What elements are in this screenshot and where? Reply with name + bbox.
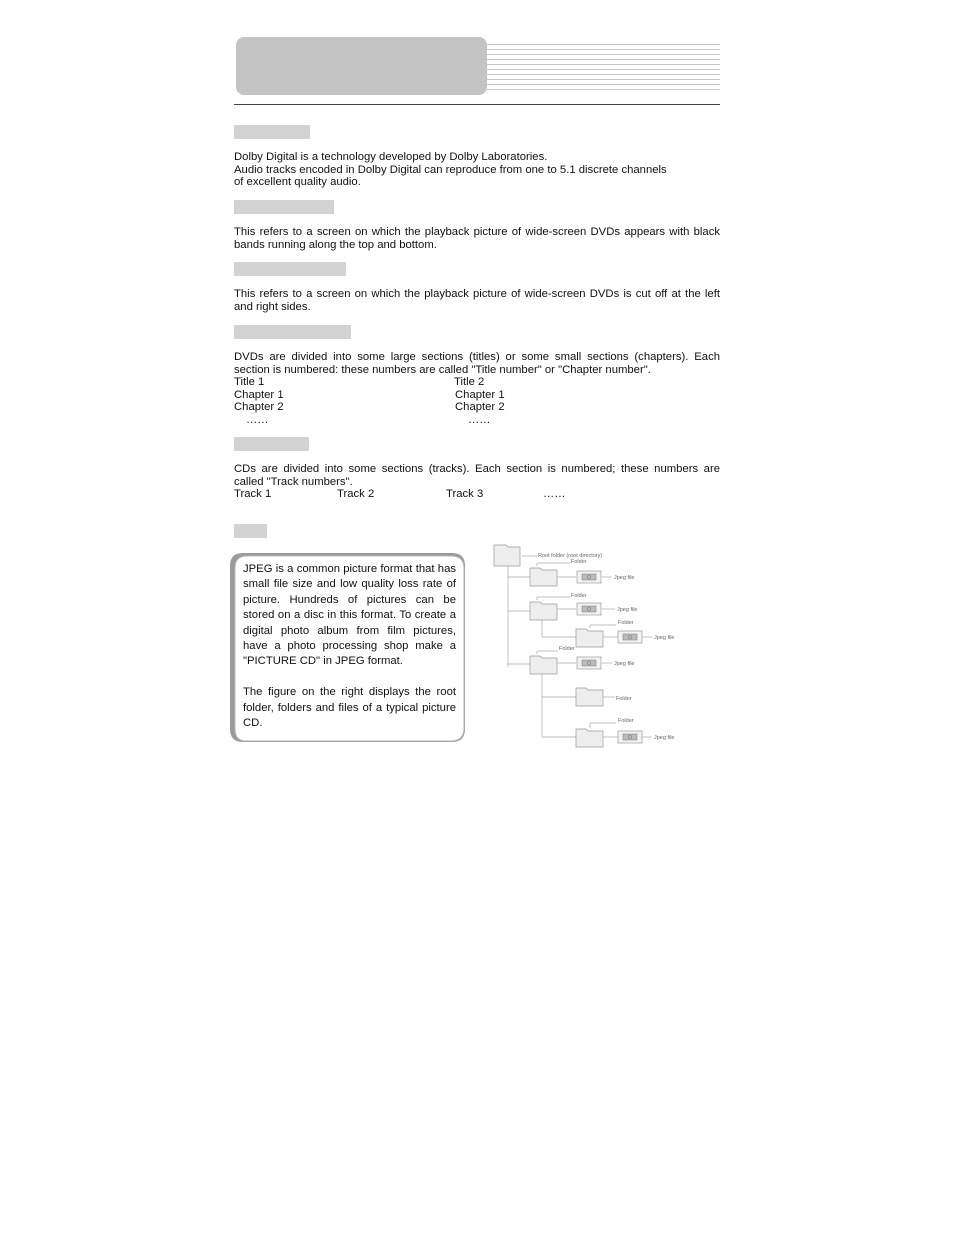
title-col2-item: …… xyxy=(468,413,491,426)
chapter-header-box xyxy=(236,37,487,95)
folder-label: Folder xyxy=(571,559,587,565)
folder-label: Folder xyxy=(571,593,587,599)
section-heading-bar-letterbox xyxy=(234,200,334,214)
file-label: Jpeg file xyxy=(614,575,635,581)
file-label: Jpeg file xyxy=(617,607,638,613)
folder-tree-diagram xyxy=(488,540,688,748)
title-col1-item: Chapter 1 xyxy=(234,388,284,401)
section-heading-bar-title-chapter xyxy=(234,325,351,339)
title-col1-item: …… xyxy=(246,413,269,426)
panscan-text: This refers to a screen on which the playback picture of wide-screen DVDs is cut off at the left and right sides. xyxy=(234,288,720,313)
track-item: Track 1 xyxy=(234,488,272,500)
folder-label: Folder xyxy=(559,646,575,652)
folder-label: Folder xyxy=(616,696,632,702)
dolby-line-3: of excellent quality audio. xyxy=(234,176,361,188)
title-col2-item: Title 2 xyxy=(454,376,485,388)
title-col1-item: Title 1 xyxy=(234,376,265,388)
title-col2-item: Chapter 2 xyxy=(455,401,505,413)
letterbox-text: This refers to a screen on which the playback picture of wide-screen DVDs appears with black bands running along the top and bottom. xyxy=(234,226,720,251)
folder-label: Folder xyxy=(618,718,634,724)
root-folder-label: Root folder (root directory) xyxy=(538,553,603,559)
section-heading-bar-dolby xyxy=(234,125,310,139)
header-rule xyxy=(234,104,720,105)
dolby-line-2: Audio tracks encoded in Dolby Digital can reproduce from one to 5.1 discrete channels xyxy=(234,163,667,176)
file-label: Jpeg file xyxy=(654,735,675,741)
track-item: Track 3 xyxy=(446,488,484,500)
track-item: …… xyxy=(543,488,566,500)
file-label: Jpeg file xyxy=(654,635,675,641)
title-col2-item: Chapter 1 xyxy=(455,388,505,401)
section-heading-bar-jpeg xyxy=(234,524,267,538)
header-stripes xyxy=(487,44,720,90)
folder-icon xyxy=(530,568,557,586)
section-heading-bar-track xyxy=(234,437,309,451)
jpeg-paragraph-2: The figure on the right displays the root folder, folders and files of a typical picture CD. xyxy=(243,686,456,730)
title-col1-item: Chapter 2 xyxy=(234,401,284,413)
track-text: CDs are divided into some sections (tracks). Each section is numbered; these numbers are called "Track numbers". xyxy=(234,463,720,488)
folder-icon xyxy=(530,602,557,620)
track-item: Track 2 xyxy=(337,488,375,500)
dolby-line-1: Dolby Digital is a technology developed by Dolby Laboratories. xyxy=(234,151,548,163)
folder-icon xyxy=(576,729,603,747)
file-label: Jpeg file xyxy=(614,661,635,667)
root-folder-icon xyxy=(494,545,520,566)
folder-icon xyxy=(530,656,557,674)
folder-label: Folder xyxy=(618,620,634,626)
jpeg-description xyxy=(243,562,456,731)
jpeg-paragraph-1: JPEG is a common picture format that has small file size and low quality loss rate of picture. Hundreds of pictures can be stored on a disc in this format. To create a digital photo album from film pictures, have a photo processing shop make a "PICTURE CD" in JPEG format. xyxy=(243,563,456,668)
folder-icon xyxy=(576,629,603,647)
folder-icon xyxy=(576,688,603,706)
section-heading-bar-panscan xyxy=(234,262,346,276)
title-chapter-text: DVDs are divided into some large sections (titles) or some small sections (chapters). Each section is numbered: these numbers are called "Title number" or "Chapter number". xyxy=(234,351,720,376)
